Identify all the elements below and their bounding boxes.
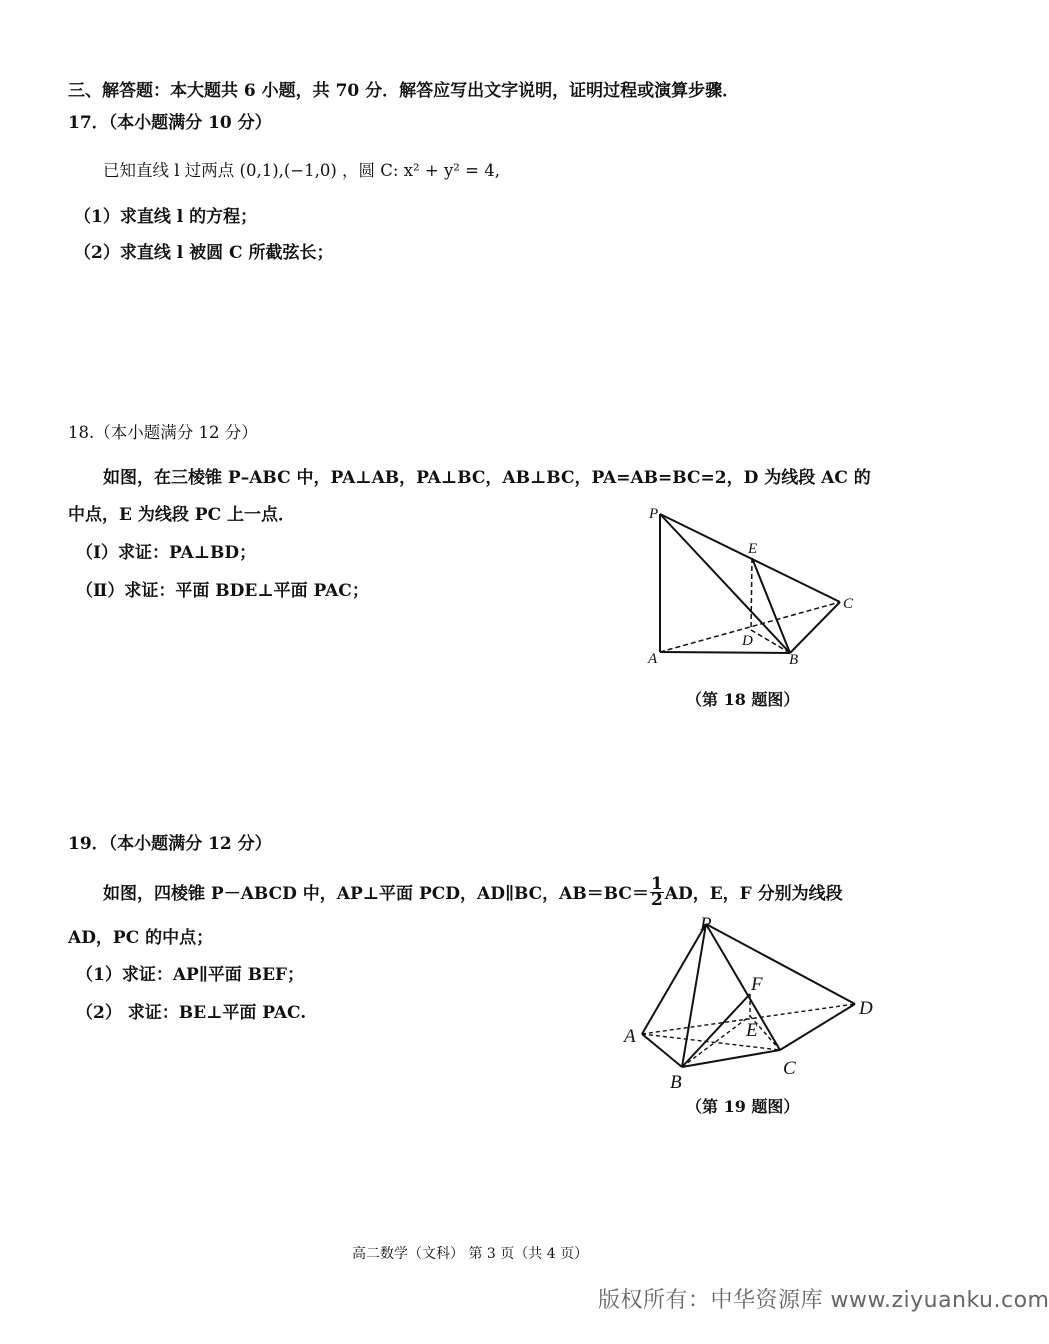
q19-stem-part-a: 如图，四棱锥 P－ABCD 中，AP⊥平面 PCD，AD∥BC，AB＝BC＝ xyxy=(103,884,649,904)
q19-header: 19．（本小题满分 12 分） xyxy=(68,834,272,854)
edge-be-hidden xyxy=(682,1016,750,1067)
label-e: E xyxy=(746,1020,758,1041)
label-b: B xyxy=(670,1072,682,1093)
q17-part2: （2）求直线 l 被圆 C 所截弦长； xyxy=(74,243,334,263)
q18-figure xyxy=(640,500,870,675)
label-p: P xyxy=(649,506,659,522)
q18-part2: （Ⅱ）求证：平面 BDE⊥平面 PAC； xyxy=(76,581,369,601)
label-a: A xyxy=(648,651,658,667)
q18-header: 18.（本小题满分 12 分） xyxy=(68,423,258,442)
q19-fraction xyxy=(650,874,664,910)
label-b: B xyxy=(789,652,799,668)
label-f: F xyxy=(751,974,763,995)
q19-frac-den: 2 xyxy=(650,890,663,910)
q19-caption: （第 19 题图） xyxy=(686,1097,800,1116)
label-c: C xyxy=(843,596,854,612)
q19-stem-line2: AD，PC 的中点； xyxy=(68,928,214,948)
q19-stem-part-b: AD，E，F 分别为线段 xyxy=(664,884,843,904)
label-d: D xyxy=(742,633,753,649)
page-footer: 高二数学（文科） 第 3 页（共 4 页） xyxy=(352,1246,589,1262)
label-p: P xyxy=(700,914,712,935)
q19-figure xyxy=(620,912,880,1092)
q19-part2: （2） 求证：BE⊥平面 PAC. xyxy=(76,1003,307,1023)
q19-frac-num: 1 xyxy=(650,874,663,894)
label-c: C xyxy=(783,1058,796,1079)
edge-eb xyxy=(752,558,790,653)
section-header: 三、解答题：本大题共 6 小题，共 70 分．解答应写出文字说明，证明过程或演算步骤． xyxy=(68,81,740,101)
q19-part1: （1）求证：AP∥平面 BEF； xyxy=(76,965,305,985)
edge-cd xyxy=(780,1004,855,1050)
edge-ab xyxy=(660,652,790,653)
q17-stem: 已知直线 l 过两点 (0,1),(−1,0) ，圆 C: x² + y² = 4, xyxy=(103,161,500,180)
edge-pc xyxy=(660,514,840,602)
q18-caption: （第 18 题图） xyxy=(686,690,800,709)
q18-stem-line1: 如图，在三棱锥 P–ABC 中，PA⊥AB，PA⊥BC，AB⊥BC，PA=AB=BC=2，D 为线段 AC 的 xyxy=(103,468,871,488)
edge-pb xyxy=(660,514,790,653)
q17-part1: （1）求直线 l 的方程； xyxy=(74,207,258,227)
watermark: 版权所有：中华资源库 www.ziyuanku.com xyxy=(598,1288,1049,1313)
q17-header: 17．（本小题满分 10 分） xyxy=(68,113,272,133)
q18-stem-line2: 中点，E 为线段 PC 上一点． xyxy=(68,505,296,525)
label-d: D xyxy=(859,998,873,1019)
label-a: A xyxy=(624,1026,636,1047)
q19-stem-line1 xyxy=(103,874,843,910)
label-e: E xyxy=(748,541,758,557)
edge-ed-hidden xyxy=(751,558,752,630)
edge-ab xyxy=(642,1034,682,1067)
q18-part1: （Ⅰ）求证：PA⊥BD； xyxy=(76,543,257,563)
